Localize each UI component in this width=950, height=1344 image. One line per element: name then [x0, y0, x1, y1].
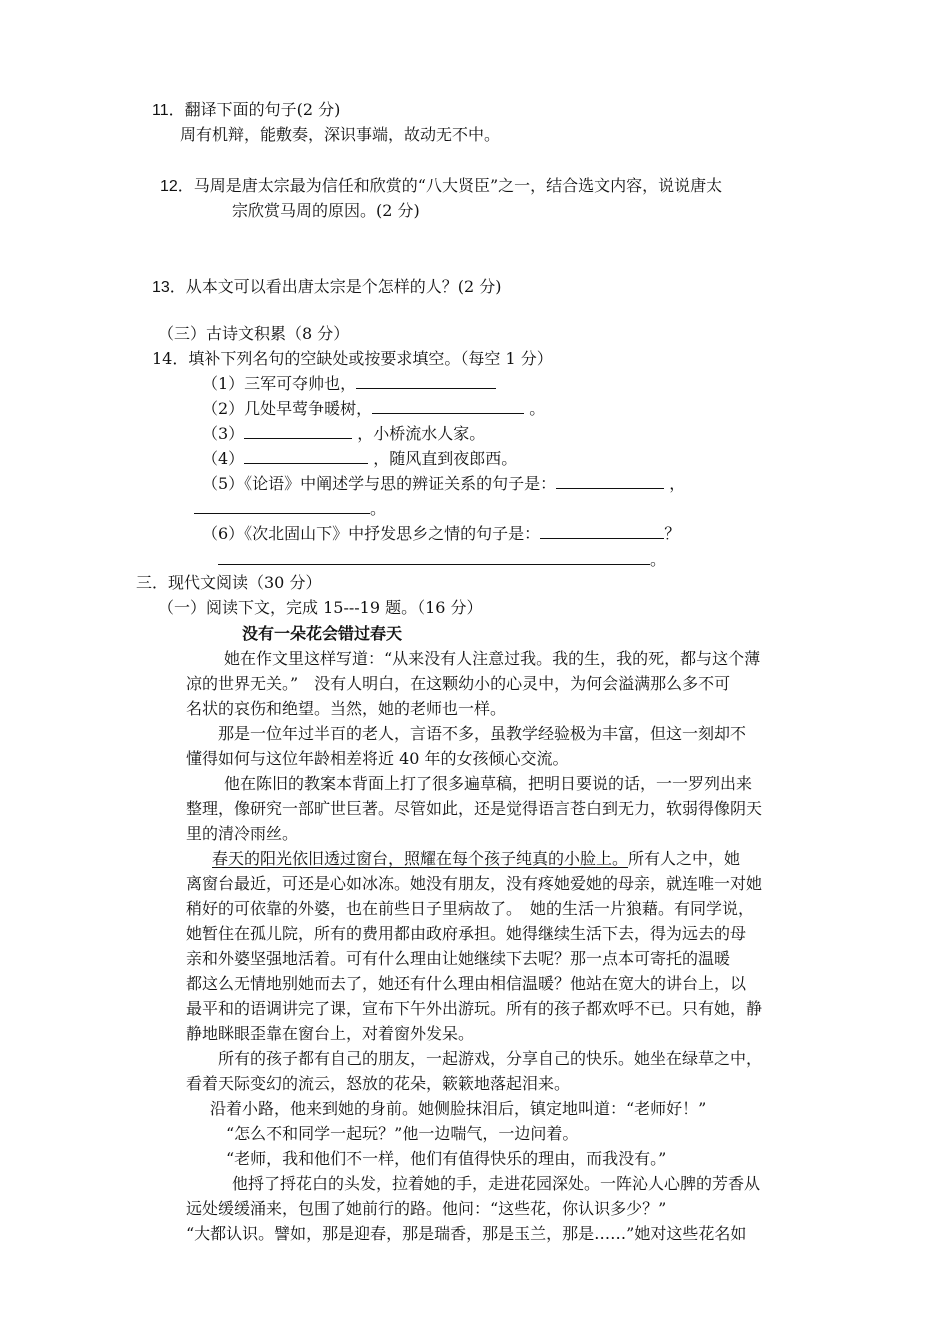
passage-line: 里的清冷雨丝。	[186, 824, 299, 843]
fill-item-6-cont: 。	[218, 548, 666, 572]
answer-blank[interactable]	[372, 397, 524, 414]
question-14: 14．填补下列名句的空缺处或按要求填空。（每空 1 分）	[152, 349, 553, 368]
passage-line: 离窗台最近，可还是心如冰冻。她没有朋友，没有疼她爱她的母亲，就连唯一对她	[186, 874, 763, 893]
question-text: ．马周是唐太宗最为信任和欣赏的“八大贤臣”之一，结合选文内容，说说唐太	[177, 176, 723, 195]
passage-line: 都这么无情地别她而去了，她还有什么理由相信温暖？他站在宽大的讲台上，以	[186, 974, 747, 993]
fill-item-6: （6）《次北固山下》中抒发思乡之情的句子是： ？	[202, 524, 681, 543]
part-header: 三．现代文阅读（30 分）	[136, 573, 322, 592]
question-12	[160, 174, 722, 199]
fill-item-2: （2）几处早莺争暖树， 。	[202, 399, 546, 418]
passage-line: 稍好的可依靠的外婆，也在前些日子里病故了。 她的生活一片狼藉。有同学说，	[186, 899, 755, 918]
q11-sentence: 周有机辩，能敷奏，深识事端，故动无不中。	[180, 125, 501, 144]
fill-item-3: （3） ，小桥流水人家。	[202, 424, 486, 443]
passage-line: 整理，像研究一部旷世巨著。尽管如此，还是觉得语言苍白到无力，软弱得像阴天	[186, 799, 763, 818]
question-13	[152, 275, 502, 300]
passage-line: 那是一位年过半百的老人，言语不多，虽教学经验极为丰富，但这一刻却不	[218, 724, 747, 743]
passage-line: “大都认识。譬如，那是迎春，那是瑞香，那是玉兰，那是……”她对这些花名如	[186, 1224, 747, 1243]
passage-line: 她暂住在孤儿院，所有的费用都由政府承担。她得继续生活下去，得为远去的母	[186, 924, 747, 943]
passage-line: 最平和的语调讲完了课，宣布下午外出游玩。所有的孩子都欢呼不已。只有她，静	[186, 999, 763, 1018]
passage-line: “老师，我和他们不一样，他们有值得快乐的理由，而我没有。”	[226, 1149, 667, 1168]
answer-blank[interactable]	[244, 422, 352, 439]
question-text: ．翻译下面的句子(2 分)	[168, 100, 341, 119]
fill-item-1: （1）三军可夺帅也，	[202, 372, 496, 396]
question-12-cont: 宗欣赏马周的原因。(2 分)	[232, 201, 420, 220]
passage-line: “怎么不和同学一起玩？”他一边喘气，一边问着。	[226, 1124, 579, 1143]
answer-blank[interactable]	[244, 447, 368, 464]
fill-item-5-cont: 。	[194, 497, 386, 521]
passage-line: 沿着小路，他来到她的身前。她侧脸抹泪后，镇定地叫道：“老师好！”	[210, 1099, 707, 1118]
question-number: 11	[152, 102, 169, 119]
passage-line: 看着天际变幻的流云，怒放的花朵，簌簌地落起泪来。	[186, 1074, 571, 1093]
fill-item-5: （5）《论语》中阐述学与思的辨证关系的句子是： ，	[202, 474, 686, 493]
passage-line: 春天的阳光依旧透过窗台，照耀在每个孩子纯真的小脸上。所有人之中，她	[212, 849, 741, 868]
passage-line: 亲和外婆坚强地活着。可有什么理由让她继续下去呢？那一点本可寄托的温暖	[186, 949, 731, 968]
passage-line: 凉的世界无关。” 没有人明白，在这颗幼小的心灵中，为何会溢满那么多不可	[186, 674, 731, 693]
answer-blank[interactable]	[218, 548, 650, 565]
question-number: 13	[152, 279, 170, 296]
sub-header: （一）阅读下文，完成 15---19 题。（16 分）	[158, 598, 483, 617]
passage-line: 懂得如何与这位年龄相差将近 40 年的女孩倾心交流。	[186, 749, 569, 768]
passage-line: 名状的哀伤和绝望。当然，她的老师也一样。	[186, 699, 507, 718]
underlined-sentence: 春天的阳光依旧透过窗台，照耀在每个孩子纯真的小脸上。	[212, 849, 629, 868]
passage-line: 静地眯眼歪靠在窗台上，对着窗外发呆。	[186, 1024, 475, 1043]
question-number: 12	[160, 178, 178, 195]
question-text: ．从本文可以看出唐太宗是个怎样的人？(2 分)	[169, 277, 502, 296]
answer-blank[interactable]	[540, 522, 664, 539]
answer-blank[interactable]	[194, 497, 370, 514]
passage-line: 她在作文里这样写道：“从来没有人注意过我。我的生，我的死，都与这个薄	[224, 649, 761, 668]
fill-item-4: （4） ，随风直到夜郎西。	[202, 449, 518, 468]
question-11	[152, 98, 340, 123]
passage-line: 他捋了捋花白的头发，拉着她的手，走进花园深处。一阵沁人心脾的芳香从	[232, 1174, 761, 1193]
answer-blank[interactable]	[356, 372, 496, 389]
passage-line: 所有的孩子都有自己的朋友，一起游戏，分享自己的快乐。她坐在绿草之中，	[218, 1049, 763, 1068]
answer-blank[interactable]	[556, 472, 664, 489]
passage-title: 没有一朵花会错过春天	[242, 624, 403, 643]
passage-line: 远处缓缓涌来，包围了她前行的路。他问：“这些花，你认识多少？”	[186, 1199, 667, 1218]
section-header: （三）古诗文积累（8 分）	[158, 324, 350, 343]
passage-line: 他在陈旧的教案本背面上打了很多遍草稿，把明日要说的话，一一罗列出来	[224, 774, 753, 793]
